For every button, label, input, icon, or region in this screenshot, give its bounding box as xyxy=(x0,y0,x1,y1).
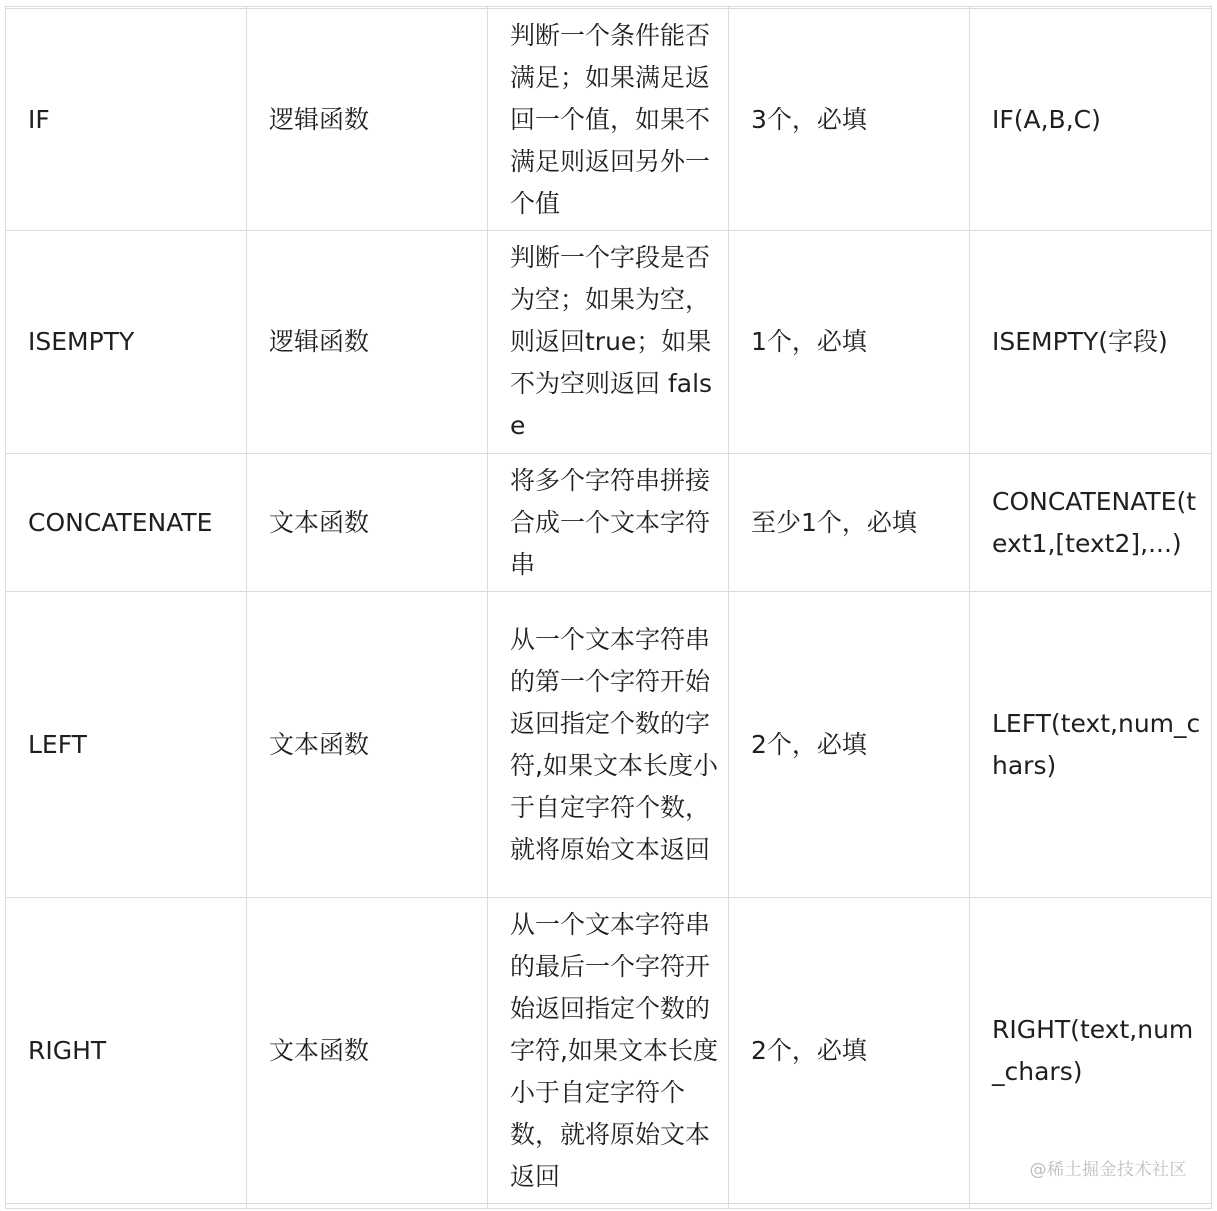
function-name-cell: RIGHT xyxy=(6,898,247,1204)
function-category-cell: 文本函数 xyxy=(247,898,488,1204)
table-row xyxy=(6,454,1212,592)
function-name-cell: CONCATENATE xyxy=(6,454,247,592)
function-params-cell: 1个，必填 xyxy=(729,231,970,454)
table-row xyxy=(6,231,1212,454)
function-params-cell: 2个，必填 xyxy=(729,898,970,1204)
function-category-cell: 文本函数 xyxy=(247,454,488,592)
table-bottom-edge xyxy=(6,1204,1212,1209)
table-row xyxy=(6,592,1212,898)
function-description-cell: 从一个文本字符串的最后一个字符开始返回指定个数的字符,如果文本长度小于自定字符个数，就将原始文本返回 xyxy=(488,898,729,1204)
function-category-cell: 文本函数 xyxy=(247,592,488,898)
function-description-cell: 从一个文本字符串的第一个字符开始返回指定个数的字符,如果文本长度小于自定字符个数，就将原始文本返回 xyxy=(488,592,729,898)
function-params-cell: 2个，必填 xyxy=(729,592,970,898)
function-syntax-cell: ISEMPTY(字段) xyxy=(970,231,1212,454)
function-description-cell: 将多个字符串拼接合成一个文本字符串 xyxy=(488,454,729,592)
function-params-cell: 至少1个，必填 xyxy=(729,454,970,592)
function-syntax-cell: IF(A,B,C) xyxy=(970,9,1212,231)
function-description-cell: 判断一个字段是否为空；如果为空，则返回true；如果不为空则返回 false xyxy=(488,231,729,454)
table-row xyxy=(6,9,1212,231)
function-table xyxy=(5,6,1212,1209)
function-name-cell: IF xyxy=(6,9,247,231)
function-description-cell: 判断一个条件能否满足；如果满足返回一个值，如果不满足则返回另外一个值 xyxy=(488,9,729,231)
function-name-cell: ISEMPTY xyxy=(6,231,247,454)
function-syntax-cell: RIGHT(text,num_chars) xyxy=(970,898,1212,1204)
function-params-cell: 3个，必填 xyxy=(729,9,970,231)
function-syntax-cell: LEFT(text,num_chars) xyxy=(970,592,1212,898)
function-category-cell: 逻辑函数 xyxy=(247,9,488,231)
function-name-cell: LEFT xyxy=(6,592,247,898)
watermark: @稀土掘金技术社区 xyxy=(1029,1160,1187,1180)
function-category-cell: 逻辑函数 xyxy=(247,231,488,454)
function-syntax-cell: CONCATENATE(text1,[text2],...) xyxy=(970,454,1212,592)
